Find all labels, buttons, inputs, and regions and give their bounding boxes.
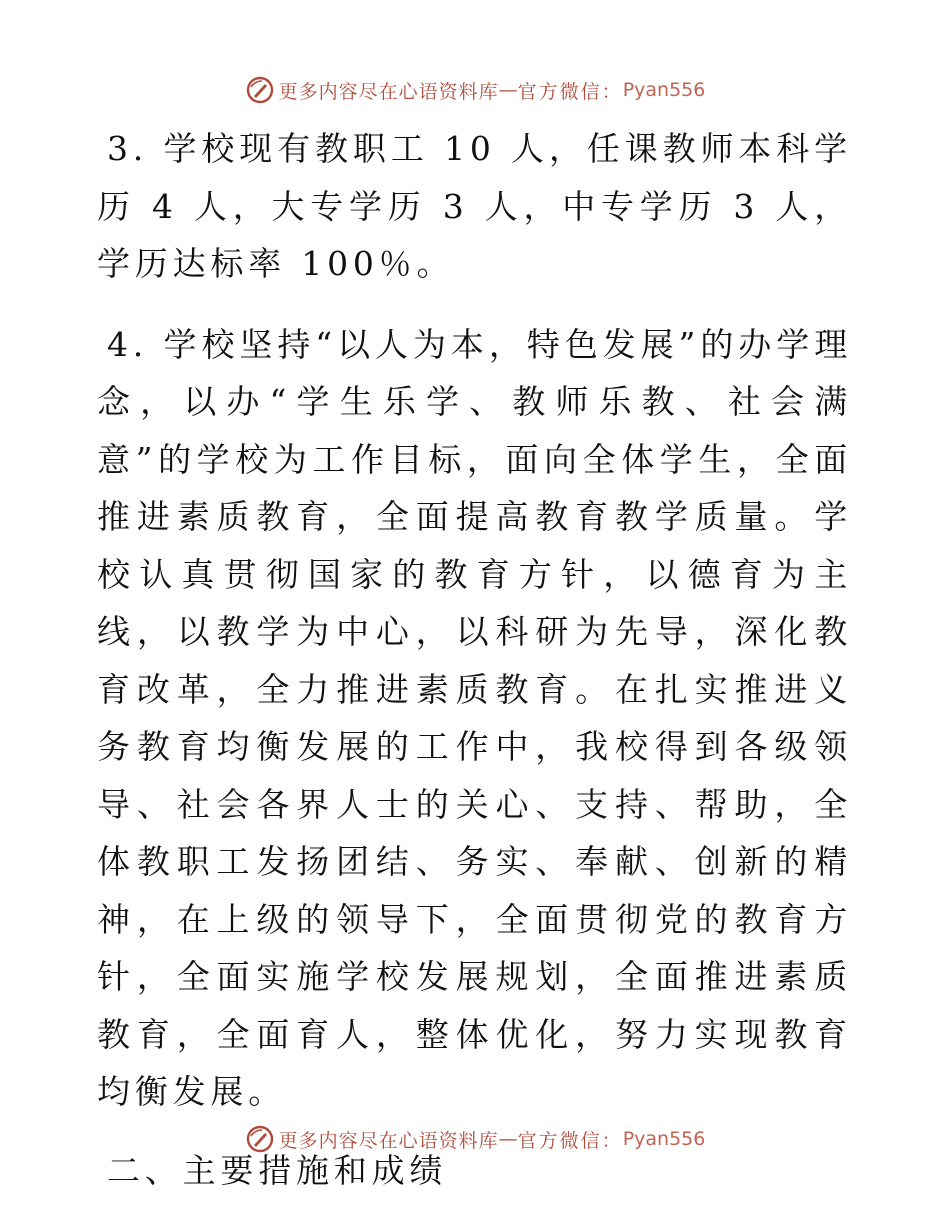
banner-dash: — — [498, 79, 518, 101]
paragraph-3: 3. 学校现有教职工 10 人，任课教师本科学历 4 人，大专学历 3 人，中专学历 3 人，学历达标率 100％。 — [97, 129, 852, 283]
banner-wechat-label: 官方微信： — [517, 1129, 623, 1152]
banner-wechat-id: Pyan556 — [622, 1128, 706, 1150]
footer-watermark-banner — [0, 1122, 950, 1156]
header-watermark-banner — [0, 73, 950, 107]
paragraph-4: 4. 学校坚持“以人为本，特色发展”的办学理念，以办“学生乐学、教师乐教、社会满意”的学校为工作目标，面向全体学生，全面推进素质教育，全面提高教育教学质量。学校认真贯彻国家的教育方针，以德育为主线，以教学为中心，以科研为先导，深化教育改革，全力推进素质教育。在扎实推进义务教育均衡发展的工作中，我校得到各级领导、社会各界人士的关心、支持、帮助，全体教职工发扬团结、务实、奉献、创新的精神，在上级的领导下，全面贯彻党的教育方针，全面实施学校发展规划，全面推进素质教育，全面育人，整体优化，努力实现教育均衡发展。 — [97, 324, 852, 1111]
banner-wechat-id: Pyan556 — [622, 79, 706, 101]
banner-wechat-label: 官方微信： — [517, 80, 623, 103]
quill-pen-logo-icon — [245, 75, 275, 105]
document-body — [97, 120, 852, 1199]
banner-main-text: 更多内容尽在心语资料库 — [278, 80, 499, 103]
banner-dash: — — [498, 1128, 518, 1150]
quill-pen-logo-icon — [245, 1124, 275, 1154]
banner-main-text: 更多内容尽在心语资料库 — [278, 1129, 499, 1152]
section-heading: 二、主要措施和成绩 — [107, 1150, 448, 1190]
